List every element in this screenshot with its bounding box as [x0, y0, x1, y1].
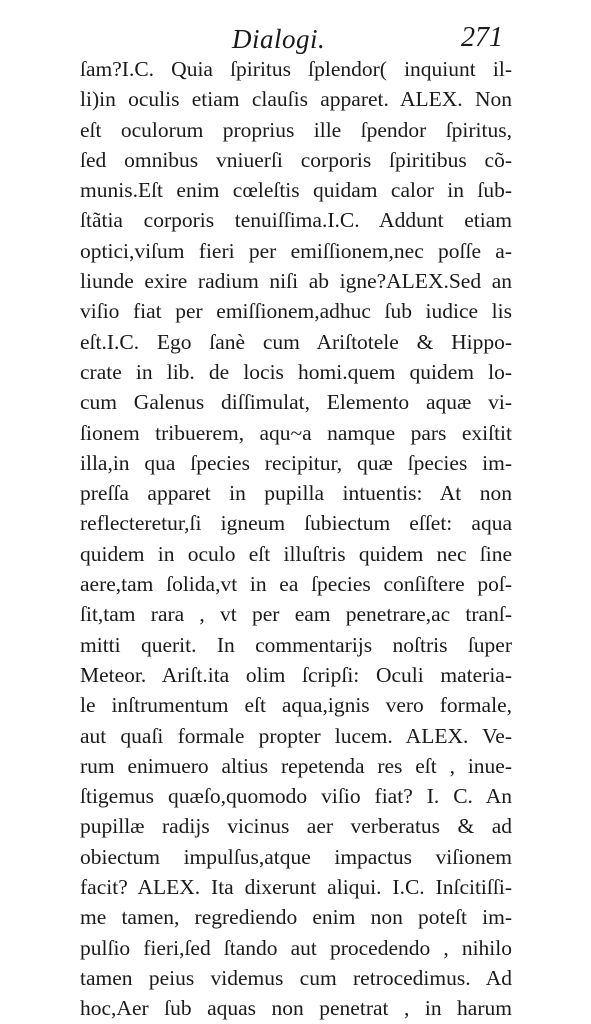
text-line: Meteor. Ariſt.ita olim ſcripſi: Oculi materia- — [80, 662, 512, 687]
text-line: cum Galenus diſſimulat, Elemento aquæ vi- — [80, 390, 512, 415]
text-line: pupillæ radijs vicinus aer verberatus & ad — [80, 814, 512, 839]
text-line: reflecteretur,ſi igneum ſubiectum eſſet: aqua — [80, 511, 512, 536]
text-line: liunde exire radium niſi ab igne?ALEX.Sed an — [80, 269, 512, 294]
text-line: tamen peius videmus cum retrocedimus. Ad — [80, 965, 512, 990]
text-line: crate in lib. de locis homi.quem quidem lo- — [80, 359, 512, 384]
text-line: le inſtrumentum eſt aqua,ignis vero formale, — [80, 693, 512, 718]
text-line: aut quaſi formale propter lucem. ALEX. Ve- — [80, 723, 512, 748]
text-line: eſt.I.C. Ego ſanè cum Ariſtotele & Hippo- — [80, 329, 512, 354]
text-line: eſt oculorum proprius ille ſpendor ſpiritus, — [80, 117, 512, 142]
running-title: Dialogi. — [232, 24, 326, 54]
text-line: ſit,tam rara , vt per eam penetrare,ac tranſ- — [80, 602, 512, 627]
text-line: aere,tam ſolida,vt in ea ſpecies conſiſtere poſ- — [80, 572, 512, 597]
text-line: ſam?I.C. Quia ſpiritus ſplendor( inquiunt il- — [80, 57, 512, 81]
page-number: 271 — [461, 22, 503, 53]
text-line: me tamen, regrediendo enim non poteſt im- — [80, 905, 512, 930]
text-line: obiectum impulſus,atque impactus viſionem — [80, 844, 512, 869]
text-line: hoc,Aer ſub aquas non penetrat , in harum — [80, 996, 512, 1021]
text-line: preſſa apparet in pupilla intuentis: At non — [80, 481, 512, 506]
text-line: munis.Eſt enim cœleſtis quidam calor in ſub- — [80, 178, 512, 203]
text-line: pulſio fieri,ſed ſtando aut procedendo , nihilo — [80, 935, 512, 960]
text-line: facit? ALEX. Ita dixerunt aliqui. I.C. Inſcitiſſi- — [80, 875, 512, 900]
text-line: viſio fiat per emiſſionem,adhuc ſub iudice lis — [80, 299, 512, 324]
text-line: rum enimuero altius repetenda res eſt , inue- — [80, 753, 512, 778]
text-line: optici,viſum fieri per emiſſionem,nec poſſe a- — [80, 238, 512, 263]
text-line: ſtigemus quæſo,quomodo viſio fiat? I. C. An — [80, 784, 512, 809]
text-line: ſtãtia corporis tenuiſſima.I.C. Addunt etiam — [80, 208, 512, 233]
text-line: illa,in qua ſpecies recipitur, quæ ſpecies im- — [80, 450, 512, 475]
running-head — [0, 18, 591, 58]
text-line: ſed omnibus vniuerſi corporis ſpiritibus cõ- — [80, 147, 512, 172]
text-line: li)in oculis etiam clauſis apparet. ALEX. Non — [80, 87, 512, 112]
body-text — [80, 54, 512, 1024]
text-line: quidem in oculo eſt illuſtris quidem nec ſine — [80, 541, 512, 566]
text-line: ſionem tribuerem, aqu~a namque pars exiſtit — [80, 420, 512, 445]
text-line: mitti querit. In commentarijs noſtris ſuper — [80, 632, 512, 657]
